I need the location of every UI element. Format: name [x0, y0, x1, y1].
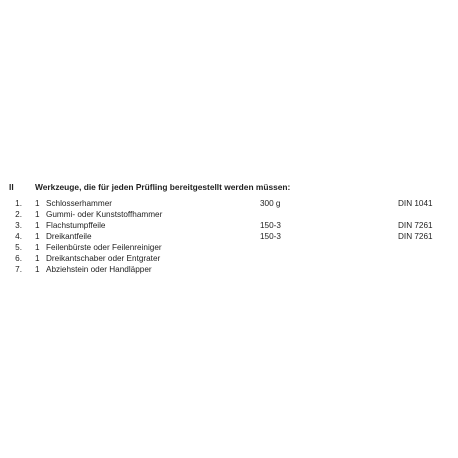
- tool-quantity: 1: [35, 221, 40, 230]
- tool-index: 3.: [15, 221, 22, 230]
- tool-name: Flachstumpffeile: [46, 221, 106, 230]
- tool-name: Dreikantschaber oder Entgrater: [46, 254, 161, 263]
- tool-name: Abziehstein oder Handläpper: [46, 265, 152, 274]
- tool-index: 6.: [15, 254, 22, 263]
- tool-index: 1.: [15, 199, 22, 208]
- tool-index: 2.: [15, 210, 22, 219]
- tool-quantity: 1: [35, 254, 40, 263]
- tool-row: [0, 253, 458, 264]
- tool-index: 5.: [15, 243, 22, 252]
- tool-spec: 300 g: [260, 199, 281, 208]
- tool-index: 7.: [15, 265, 22, 274]
- tool-name: Schlosserhammer: [46, 199, 112, 208]
- tool-row: [0, 264, 458, 275]
- tool-quantity: 1: [35, 243, 40, 252]
- tool-index: 4.: [15, 232, 22, 241]
- tool-norm: DIN 1041: [398, 199, 433, 208]
- section-heading: [9, 180, 449, 194]
- tool-quantity: 1: [35, 265, 40, 274]
- tools-list: [0, 198, 458, 275]
- section-title: Werkzeuge, die für jeden Prüfling bereitgestellt werden müssen:: [35, 182, 291, 192]
- tool-name: Dreikantfeile: [46, 232, 92, 241]
- tool-row: [0, 231, 458, 242]
- tool-row: [0, 242, 458, 253]
- tool-norm: DIN 7261: [398, 232, 433, 241]
- tool-quantity: 1: [35, 232, 40, 241]
- tool-spec: 150-3: [260, 232, 281, 241]
- tool-row: [0, 220, 458, 231]
- tool-norm: DIN 7261: [398, 221, 433, 230]
- tool-row: [0, 209, 458, 220]
- tool-quantity: 1: [35, 210, 40, 219]
- tool-name: Gummi- oder Kunststoffhammer: [46, 210, 163, 219]
- tool-row: [0, 198, 458, 209]
- section-numeral: II: [9, 182, 14, 192]
- tool-name: Feilenbürste oder Feilenreiniger: [46, 243, 162, 252]
- tool-quantity: 1: [35, 199, 40, 208]
- tool-spec: 150-3: [260, 221, 281, 230]
